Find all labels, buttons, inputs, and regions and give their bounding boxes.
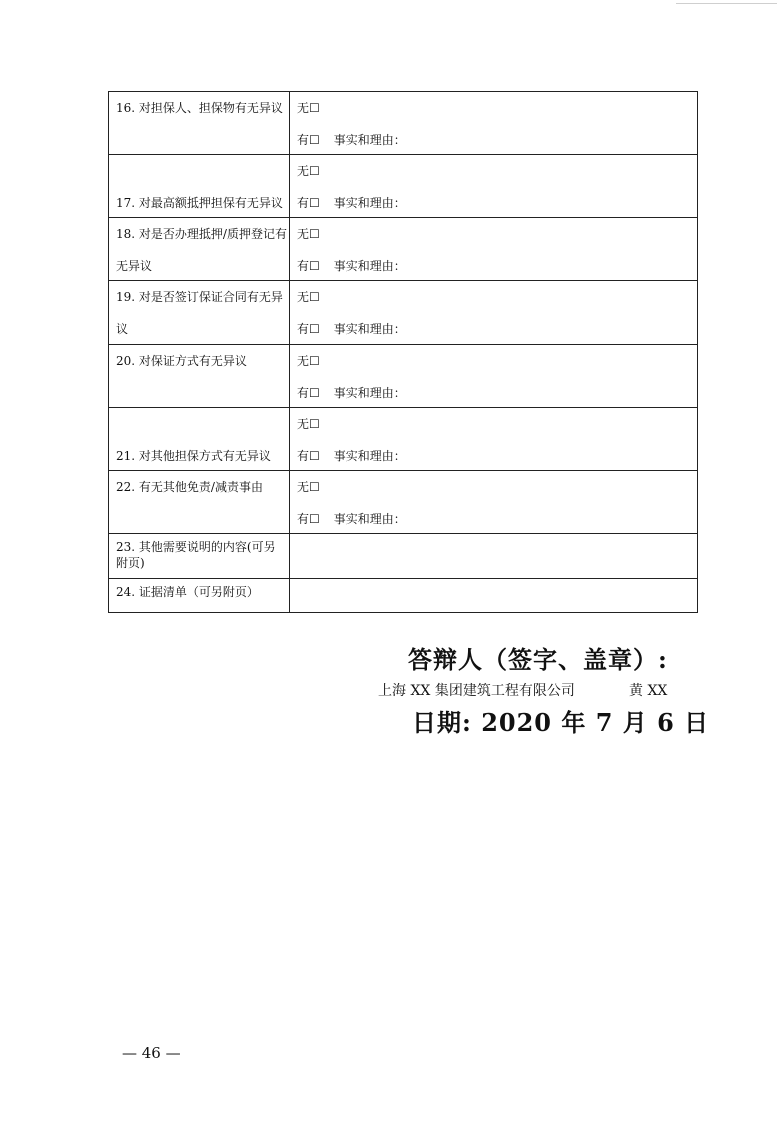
question-cell — [109, 218, 290, 281]
form-row-18 — [109, 218, 698, 281]
question-line-2: 议 — [116, 322, 129, 336]
note-label: 23. 其他需要说明的内容(可另附页) — [116, 540, 276, 570]
question-text — [116, 100, 287, 116]
note-label-cell — [109, 534, 290, 579]
option-yes-label: 有☐ — [297, 133, 320, 147]
option-yes[interactable] — [297, 385, 406, 401]
scan-edge-line — [676, 3, 777, 4]
form-row-23 — [109, 534, 698, 579]
evidence-value[interactable] — [290, 579, 697, 612]
option-yes-label: 有☐ — [297, 449, 320, 463]
question-line-1: 22. 有无其他免责/减责事由 — [116, 480, 263, 494]
option-yes[interactable] — [297, 258, 406, 274]
question-cell — [109, 155, 290, 218]
answer-cell — [290, 408, 698, 471]
answer-cell — [290, 471, 698, 534]
signature-name: 黄 XX — [629, 683, 668, 699]
form-row-17 — [109, 155, 698, 218]
option-yes[interactable] — [297, 195, 406, 211]
page-number: — 46 — — [122, 1044, 181, 1062]
question-text — [116, 289, 287, 337]
option-yes-label: 有☐ — [297, 196, 320, 210]
question-line-1: 20. 对保证方式有无异议 — [116, 354, 247, 368]
answer-cell — [290, 218, 698, 281]
question-cell — [109, 281, 290, 345]
option-yes-label: 有☐ — [297, 512, 320, 526]
question-cell — [109, 408, 290, 471]
reason-label: 事实和理由： — [333, 512, 406, 526]
signature-company: 上海 XX 集团建筑工程有限公司 — [378, 683, 575, 699]
question-line-1: 19. 对是否签订保证合同有无异 — [116, 290, 283, 304]
form-row-22 — [109, 471, 698, 534]
reason-label: 事实和理由： — [333, 196, 406, 210]
question-cell — [109, 345, 290, 408]
reason-label: 事实和理由： — [333, 322, 406, 336]
question-line-2: 无异议 — [116, 259, 153, 273]
reason-label: 事实和理由： — [333, 133, 406, 147]
option-yes-label: 有☐ — [297, 259, 320, 273]
question-line-1: 17. 对最高额抵押担保有无异议 — [116, 196, 283, 210]
question-line-1: 21. 对其他担保方式有无异议 — [116, 449, 271, 463]
evidence-input-cell[interactable] — [290, 579, 698, 613]
option-yes[interactable] — [297, 511, 406, 527]
question-text — [116, 226, 287, 274]
option-no[interactable]: 无☐ — [297, 101, 320, 115]
question-text — [116, 353, 287, 369]
form-row-21 — [109, 408, 698, 471]
option-no[interactable]: 无☐ — [297, 417, 320, 431]
reason-label: 事实和理由： — [333, 386, 406, 400]
option-yes[interactable] — [297, 321, 406, 337]
option-no[interactable]: 无☐ — [297, 290, 320, 304]
evidence-label-cell — [109, 579, 290, 613]
option-no[interactable]: 无☐ — [297, 227, 320, 241]
question-text — [116, 448, 287, 464]
question-cell — [109, 471, 290, 534]
form-row-16 — [109, 92, 698, 155]
option-yes-label: 有☐ — [297, 322, 320, 336]
option-no[interactable]: 无☐ — [297, 164, 320, 178]
option-no[interactable]: 无☐ — [297, 480, 320, 494]
option-yes[interactable] — [297, 448, 406, 464]
reason-label: 事实和理由： — [333, 259, 406, 273]
option-no[interactable]: 无☐ — [297, 354, 320, 368]
answer-cell — [290, 345, 698, 408]
option-yes[interactable] — [297, 132, 406, 148]
question-cell — [109, 92, 290, 155]
form-row-24 — [109, 579, 698, 613]
answer-cell — [290, 281, 698, 345]
note-value[interactable] — [290, 534, 697, 578]
signature-date: 日期: 2020 年 7 月 6 日 — [412, 708, 710, 737]
question-line-1: 18. 对是否办理抵押/质押登记有 — [116, 227, 287, 241]
answer-cell — [290, 155, 698, 218]
question-text — [116, 479, 287, 495]
form-row-20 — [109, 345, 698, 408]
question-line-1: 16. 对担保人、担保物有无异议 — [116, 101, 283, 115]
reason-label: 事实和理由： — [333, 449, 406, 463]
option-yes-label: 有☐ — [297, 386, 320, 400]
answer-cell — [290, 92, 698, 155]
form-row-19 — [109, 281, 698, 345]
note-input-cell[interactable] — [290, 534, 698, 579]
evidence-label: 24. 证据清单（可另附页） — [116, 585, 259, 599]
signature-title: 答辩人（签字、盖章）: — [408, 645, 668, 674]
question-text — [116, 195, 287, 211]
objection-form-table — [108, 91, 698, 613]
